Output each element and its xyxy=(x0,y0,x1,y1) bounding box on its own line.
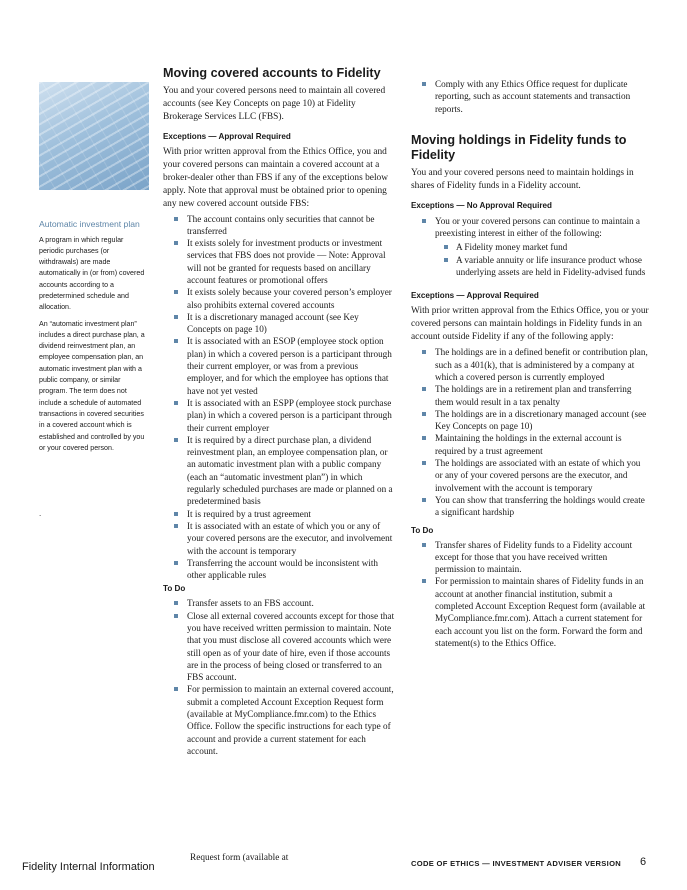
section-title: Moving holdings in Fidelity funds to Fidelity xyxy=(411,132,627,163)
list-item: The holdings are in a discretionary managed account (see Key Concepts on page 10) xyxy=(411,408,649,433)
list-item: For permission to maintain an external covered account, submit a completed Account Exception Request form (available at MyCompliance.fmr.com) to the Ethics Office. Follow the specific instructions for each type of account and provide a current statement for each account. xyxy=(163,683,395,757)
list-item: It is associated with an ESPP (employee stock purchase plan) in which a covered person is a participant through their current employer xyxy=(163,397,395,434)
sidebar-dot: . xyxy=(39,509,42,518)
approval-list xyxy=(411,346,649,518)
exceptions-heading: Exceptions — Approval Required xyxy=(163,131,291,141)
footer-classification: Fidelity Internal Information xyxy=(22,861,155,873)
sidebar-title: Automatic investment plan xyxy=(39,219,140,229)
list-item: A Fidelity money market fund xyxy=(411,241,649,253)
list-item: For permission to maintain shares of Fidelity funds in an account at another financial institution, submit a completed Account Exception Request form (available at MyCompliance.fmr.com). Attach a current statement for each account you list on the form. Forward the form and statement(s) to the Ethics Office. xyxy=(411,575,649,649)
todo-list xyxy=(411,539,649,650)
list-item: You or your covered persons can continue to maintain a preexisting interest in either of the following: xyxy=(411,215,649,240)
list-item: The account contains only securities that cannot be transferred xyxy=(163,213,395,238)
list-item: It is associated with an estate of which you or any of your covered persons are the executor, and involvement with the account is temporary xyxy=(163,520,395,557)
list-item: It is required by a direct purchase plan, a dividend reinvestment plan, an employee compensation plan, or an automatic investment plan with a public company (each an “automatic investment plan”) in which regularly scheduled purchases are made or planned on a predetermined basis xyxy=(163,434,395,508)
list-item: Transfer assets to an FBS account. xyxy=(163,597,395,609)
list-item: Transfer shares of Fidelity funds to a Fidelity account except for those that you have received written permission to maintain. xyxy=(411,539,649,576)
top-list xyxy=(411,78,649,115)
list-item: Close all external covered accounts except for those that you have received written permission to maintain. Note that you must disclose all covered accounts which were still open as of your date of hire, even if those accounts are in the process of being closed or transferred to an FBS account. xyxy=(163,610,395,684)
list-item: It is associated with an ESOP (employee stock option plan) in which a covered person is a participant through their current employer, or was from a previous employer, and for which the employee has options that have not yet vested xyxy=(163,335,395,396)
list-item: Transferring the account would be inconsistent with other applicable rules xyxy=(163,557,395,582)
list-item: You can show that transferring the holdings would create a significant hardship xyxy=(411,494,649,519)
no-approval-heading: Exceptions — No Approval Required xyxy=(411,200,552,210)
todo-heading: To Do xyxy=(411,525,434,535)
column-left xyxy=(163,66,395,757)
todo-list xyxy=(163,597,395,757)
list-item: It is required by a trust agreement xyxy=(163,508,395,520)
sidebar-paragraph: An “automatic investment plan” includes a direct purchase plan, a dividend reinvestment plan, an employee compensation plan, an automatic investment plan with a public company, or similar program. The term does not include a schedule of automated transactions in covered securities in a covered account which is established and controlled by you or your covered person. xyxy=(39,319,145,452)
list-item: The holdings are in a defined benefit or contribution plan, such as a 401(k), that is administered by a company at which a covered person is currently employed xyxy=(411,346,649,383)
list-item: It is a discretionary managed account (see Key Concepts on page 10) xyxy=(163,311,395,336)
approval-heading: Exceptions — Approval Required xyxy=(411,291,539,301)
section-intro: You and your covered persons need to maintain all covered accounts (see Key Concepts on page 10) at Fidelity Brokerage Services LLC (FBS). xyxy=(163,85,386,122)
list-item: A variable annuity or life insurance product whose underlying assets are held in Fidelity-advised funds xyxy=(411,254,649,279)
sidebar-paragraph: A program in which regular periodic purchases (or withdrawals) are made automatically in (or from) covered accounts according to a predetermined schedule and allocation. xyxy=(39,235,145,312)
list-item: It exists solely because your covered person’s employer also prohibits external covered accounts xyxy=(163,286,395,311)
approval-intro: With prior written approval from the Ethics Office, you or your covered persons can maintain holdings in Fidelity funds in an account outside Fidelity if any of the following apply: xyxy=(411,306,649,343)
section-title: Moving covered accounts to Fidelity xyxy=(163,66,381,80)
list-item: The holdings are associated with an estate of which you or any of your covered persons are the executor, and involvement with the account is temporary xyxy=(411,457,649,494)
section-intro: You and your covered persons need to maintain holdings in shares of Fidelity funds in a Fidelity account. xyxy=(411,167,634,191)
sidebar-photo xyxy=(39,82,149,190)
exceptions-list xyxy=(163,213,395,582)
list-item: Maintaining the holdings in the external account is required by a trust agreement xyxy=(411,432,649,457)
footer-fragment: Request form (available at xyxy=(190,853,289,863)
column-right xyxy=(411,76,649,649)
list-item: Comply with any Ethics Office request for duplicate reporting, such as account statements and transaction reports. xyxy=(411,78,649,115)
list-item: It exists solely for investment products or investment services that FBS does not provide — Note: Approval will not be granted for requests based on ancillary account features or promotional offers xyxy=(163,237,395,286)
todo-heading: To Do xyxy=(163,584,186,594)
footer-document-title: CODE OF ETHICS — INVESTMENT ADVISER VERSION xyxy=(411,859,622,868)
sidebar xyxy=(39,219,145,459)
exceptions-intro: With prior written approval from the Ethics Office, you and your covered persons can maintain a covered account at a broker-dealer other than FBS if any of the exceptions below apply. Note that approval must be obtained prior to opening any new covered account outside FBS: xyxy=(163,146,389,209)
page-number: 6 xyxy=(640,856,647,868)
no-approval-list xyxy=(411,215,649,240)
no-approval-sublist xyxy=(411,241,649,278)
list-item: The holdings are in a retirement plan and transferring them would result in a tax penalty xyxy=(411,383,649,408)
